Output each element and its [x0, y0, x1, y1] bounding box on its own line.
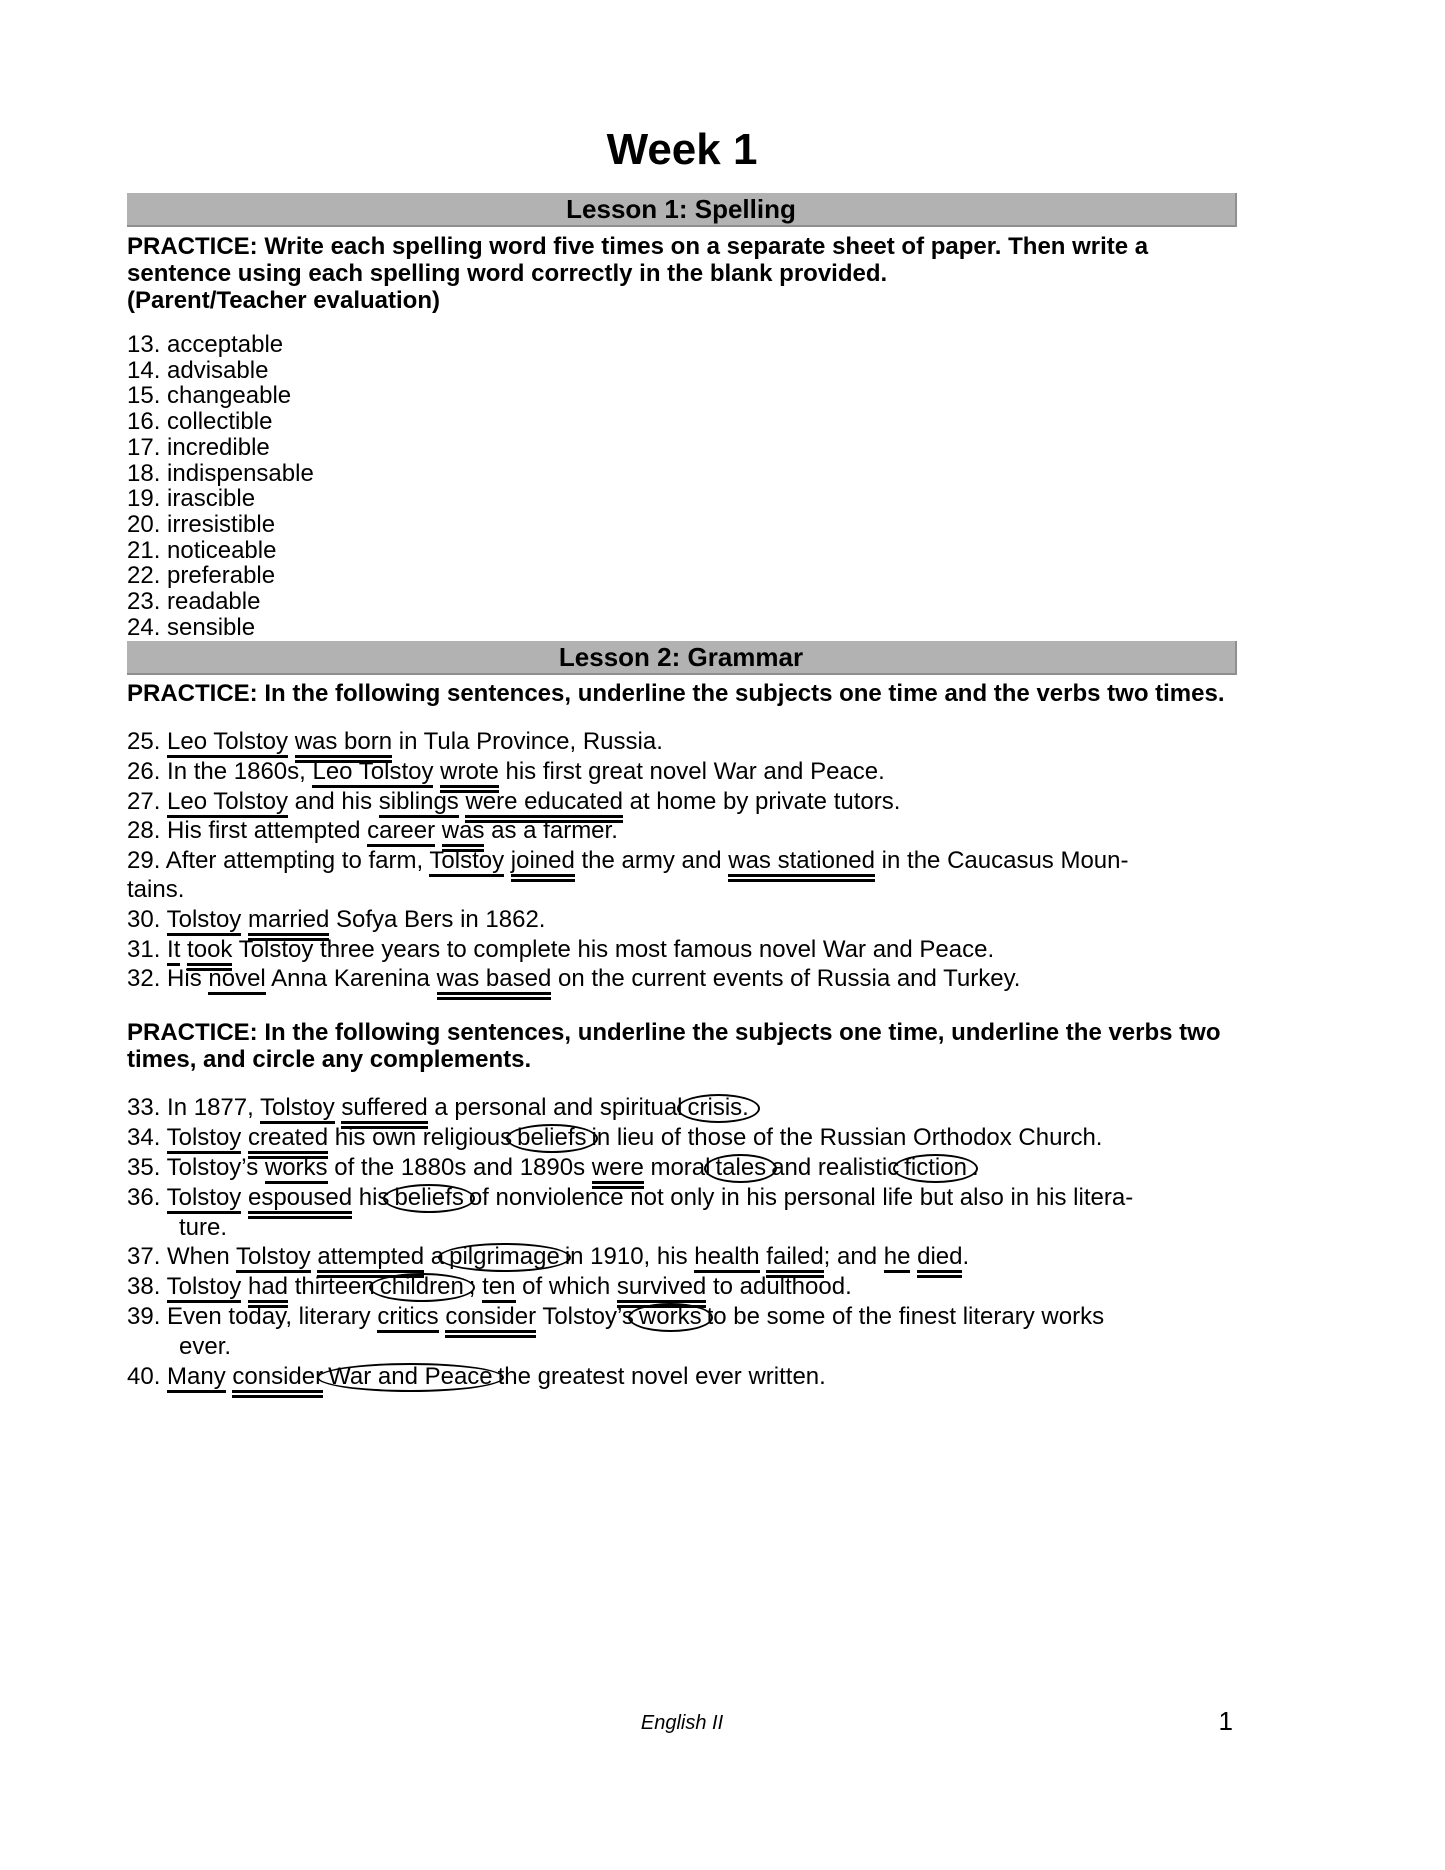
- subject-underline: Tolstoy: [236, 1243, 311, 1273]
- spelling-item: [127, 512, 1237, 538]
- complement-circle: War and Peace: [317, 1363, 504, 1392]
- complement-circle: tales: [704, 1154, 777, 1183]
- verb-underline: created: [248, 1124, 328, 1159]
- verb-underline: took: [187, 936, 232, 971]
- complement-circle: children: [369, 1273, 475, 1302]
- subject-underline: career: [367, 817, 435, 847]
- spelling-item-number: 14.: [127, 356, 168, 384]
- text-segment: Even today, literary: [167, 1303, 378, 1331]
- text-segment: a personal and spiritual: [427, 1093, 683, 1121]
- spelling-item-number: 16.: [127, 408, 168, 436]
- sentence-number: 25.: [127, 728, 168, 756]
- spelling-item: [127, 615, 1237, 641]
- sentence-number: 27.: [127, 787, 168, 815]
- spelling-item-word: irascible: [167, 485, 256, 513]
- sentence: [127, 727, 1237, 757]
- lesson1-banner: Lesson 1: Spelling: [127, 193, 1237, 227]
- text-segment: on the current events of Russia and Turkey.: [551, 965, 1021, 993]
- footer-course-label: English II: [640, 1712, 724, 1734]
- spelling-item: [127, 538, 1237, 564]
- complement-circle: beliefs: [383, 1184, 474, 1213]
- verb-underline: joined: [511, 847, 575, 882]
- text-segment: and realistic: [771, 1153, 900, 1181]
- subject-underline: Leo Tolstoy: [167, 788, 288, 818]
- practice-text: PRACTICE: Write each spelling word five times on a separate sheet of paper. Then write a sentence using each spelling word correctly in the blank provided.: [127, 233, 1149, 287]
- verb-underline: was based: [437, 965, 552, 1000]
- sentence: [127, 1123, 1237, 1153]
- text-segment: in 1910, his: [564, 1243, 695, 1271]
- verb-underline: was: [442, 817, 485, 852]
- text-segment: His first attempted: [167, 817, 368, 845]
- lesson2-practice-instructions-2: PRACTICE: In the following sentences, underline the subjects one time, underline the verbs two times, and circle any complements.: [127, 1018, 1221, 1073]
- text-segment: the army and: [574, 846, 729, 874]
- text-segment: Anna Karenina: [265, 965, 437, 993]
- sentence-number: 36.: [127, 1183, 167, 1211]
- spelling-item-word: advisable: [167, 356, 269, 384]
- complement-circle: works: [628, 1303, 713, 1332]
- subject-underline: Tolstoy: [167, 1184, 242, 1214]
- text-segment: His: [167, 965, 209, 993]
- grammar-sentences-33-40: [127, 1093, 1237, 1392]
- text-segment: moral: [643, 1153, 711, 1181]
- text-segment: to be some of the finest literary works: [706, 1303, 1105, 1331]
- subject-underline: health: [694, 1243, 759, 1273]
- subject-underline: Tolstoy: [260, 1094, 335, 1124]
- text-segment: [504, 847, 511, 874]
- subject-underline: he: [884, 1243, 911, 1273]
- spelling-item: [127, 435, 1237, 461]
- sentence-number: 34.: [127, 1123, 167, 1151]
- sentence: [127, 1272, 1237, 1302]
- worksheet-page: [127, 0, 1237, 1392]
- sentence-number: 35.: [127, 1153, 167, 1181]
- verb-underline: suffered: [341, 1094, 427, 1129]
- text-segment: ever.: [179, 1333, 232, 1361]
- spelling-item-number: 21.: [127, 536, 168, 564]
- text-segment: of the 1880s and 1890s: [327, 1153, 592, 1181]
- text-segment: [241, 1273, 248, 1300]
- subject-underline: siblings: [379, 788, 459, 818]
- text-segment: at home by private tutors.: [622, 787, 901, 815]
- verb-underline: was stationed: [728, 847, 875, 882]
- subject-underline: Tolstoy: [167, 1273, 242, 1303]
- sentence: [127, 1302, 1237, 1362]
- complement-circle: fiction: [893, 1154, 978, 1183]
- sentence-number: 32.: [127, 965, 168, 993]
- spelling-word-list: [127, 332, 1237, 640]
- sentence-number: 29.: [127, 846, 166, 874]
- text-segment: in lieu of those of the Russian Orthodox Church.: [591, 1123, 1103, 1151]
- spelling-item: [127, 358, 1237, 384]
- text-segment: Sofya Bers in 1862.: [329, 906, 546, 933]
- sentence-number: 31.: [127, 935, 168, 963]
- verb-underline: was born: [295, 728, 392, 763]
- spelling-item-number: 22.: [127, 562, 168, 590]
- sentence: [127, 757, 1237, 787]
- sentence: [127, 935, 1237, 965]
- sentence-number: 28.: [127, 817, 168, 845]
- practice-note: (Parent/Teacher evaluation): [127, 287, 440, 314]
- sentence: [127, 1362, 1237, 1392]
- subject-underline: novel: [208, 965, 265, 995]
- footer-page-number: 1: [1218, 1706, 1233, 1736]
- spelling-item-number: 15.: [127, 382, 168, 410]
- sentence: [127, 1153, 1237, 1183]
- spelling-item: [127, 486, 1237, 512]
- text-segment: a: [424, 1243, 445, 1271]
- text-segment: .: [962, 1243, 970, 1271]
- spelling-item-word: incredible: [167, 433, 270, 461]
- spelling-item: [127, 461, 1237, 487]
- text-segment: of nonviolence not only in his personal life but also in his litera-: [468, 1183, 1134, 1211]
- spelling-item-word: noticeable: [167, 536, 277, 564]
- spelling-item-word: preferable: [167, 562, 276, 590]
- text-segment: and his: [288, 787, 379, 815]
- text-segment: his own religious: [328, 1123, 513, 1151]
- text-segment: [435, 817, 442, 844]
- text-segment: [241, 906, 248, 933]
- subject-underline: It: [167, 936, 180, 966]
- sentence: [127, 1183, 1237, 1243]
- spelling-item-word: changeable: [167, 382, 292, 410]
- subject-underline: Many: [167, 1363, 226, 1393]
- lesson1-practice-instructions: [127, 233, 1237, 314]
- spelling-item-number: 18.: [127, 459, 168, 487]
- spelling-item-word: irresistible: [167, 510, 276, 538]
- spelling-item: [127, 383, 1237, 409]
- spelling-item-number: 19.: [127, 485, 168, 513]
- page-title: Week 1: [606, 125, 758, 174]
- spelling-item-word: acceptable: [167, 331, 284, 358]
- subject-underline: critics: [377, 1303, 438, 1333]
- subject-underline: Tolstoy: [167, 1124, 242, 1154]
- text-segment: In 1877,: [167, 1093, 261, 1121]
- text-segment: ; and: [823, 1243, 884, 1271]
- text-segment: .: [971, 1153, 979, 1181]
- spelling-item-word: indispensable: [167, 459, 314, 487]
- text-segment: After attempting to farm,: [165, 846, 430, 874]
- text-segment: [241, 1124, 248, 1151]
- text-segment: [241, 1184, 248, 1211]
- text-segment: When: [167, 1243, 236, 1271]
- text-segment: his: [352, 1183, 390, 1211]
- verb-underline: were educated: [465, 788, 622, 823]
- sentence-number: 38.: [127, 1273, 167, 1301]
- sentence-number: 26.: [127, 758, 168, 786]
- text-segment: as a farmer.: [484, 817, 618, 845]
- sentence: [127, 905, 1237, 935]
- verb-underline: were: [592, 1154, 644, 1189]
- spelling-item: [127, 589, 1237, 615]
- text-segment: his first great novel War and Peace.: [498, 758, 885, 786]
- complement-circle: crisis.: [677, 1094, 760, 1123]
- text-segment: in the Caucasus Moun-: [875, 846, 1129, 874]
- text-segment: [288, 728, 295, 755]
- spelling-item-number: 24.: [127, 613, 168, 641]
- spelling-item: [127, 563, 1237, 589]
- sentence-number: 37.: [127, 1243, 168, 1271]
- subject-underline: ten: [482, 1273, 515, 1303]
- sentence-number: 39.: [127, 1303, 168, 1331]
- text-segment: in Tula Province, Russia.: [392, 728, 663, 756]
- spelling-item: [127, 409, 1237, 435]
- text-segment: ture.: [179, 1213, 228, 1241]
- text-segment: thirteen: [288, 1273, 375, 1301]
- text-segment: of which: [515, 1273, 617, 1301]
- verb-underline: survived: [617, 1273, 706, 1308]
- grammar-sentences-25-32: [127, 727, 1237, 993]
- verb-underline: married: [248, 906, 329, 941]
- spelling-item-number: 23.: [127, 588, 168, 616]
- verb-underline: espoused: [248, 1184, 352, 1219]
- spelling-item-word: sensible: [167, 613, 256, 641]
- text-segment: to adulthood.: [706, 1273, 852, 1301]
- verb-underline: had: [248, 1273, 288, 1308]
- verb-underline: consider: [232, 1363, 323, 1398]
- verb-underline: died: [917, 1243, 962, 1278]
- sentence-number: 30.: [127, 906, 167, 933]
- text-segment: Tolstoy’s: [536, 1303, 634, 1331]
- subject-underline: Leo Tolstoy: [312, 758, 433, 788]
- sentence: [127, 816, 1237, 846]
- subject-underline: Tolstoy: [167, 906, 242, 936]
- complement-circle: pilgrimage: [438, 1243, 571, 1272]
- text-segment: Tolstoy three years to complete his most famous novel War and Peace.: [232, 935, 995, 963]
- text-segment: In the 1860s,: [167, 758, 313, 786]
- sentence: [127, 1093, 1237, 1123]
- spelling-item-number: 13.: [127, 331, 168, 358]
- sentence-number: 40.: [127, 1362, 168, 1390]
- sentence: [127, 1242, 1237, 1272]
- text-segment: Tolstoy’s: [166, 1153, 265, 1181]
- spelling-item-word: readable: [167, 588, 261, 616]
- verb-underline: consider: [445, 1303, 536, 1338]
- sentence: [127, 787, 1237, 817]
- spelling-item: [127, 332, 1237, 358]
- spelling-item-number: 20.: [127, 510, 168, 538]
- lesson2-banner: Lesson 2: Grammar: [127, 641, 1237, 675]
- sentence: [127, 964, 1237, 994]
- subject-underline: Tolstoy: [429, 847, 504, 877]
- verb-underline: wrote: [440, 758, 499, 793]
- text-segment: ;: [468, 1273, 483, 1301]
- spelling-item-number: 17.: [127, 433, 168, 461]
- page-footer: [127, 1706, 1237, 1736]
- sentence: [127, 846, 1237, 905]
- subject-underline: works: [265, 1154, 328, 1184]
- sentence-number: 33.: [127, 1093, 168, 1121]
- verb-underline: attempted: [317, 1243, 424, 1278]
- lesson2-practice-instructions-1: PRACTICE: In the following sentences, underline the subjects one time and the verbs two times.: [127, 680, 1225, 708]
- text-segment: the greatest novel ever written.: [497, 1362, 826, 1390]
- text-segment: tains.: [127, 876, 185, 904]
- complement-circle: beliefs: [506, 1124, 597, 1153]
- subject-underline: Leo Tolstoy: [167, 728, 288, 758]
- spelling-item-word: collectible: [167, 408, 273, 436]
- verb-underline: failed: [766, 1243, 823, 1278]
